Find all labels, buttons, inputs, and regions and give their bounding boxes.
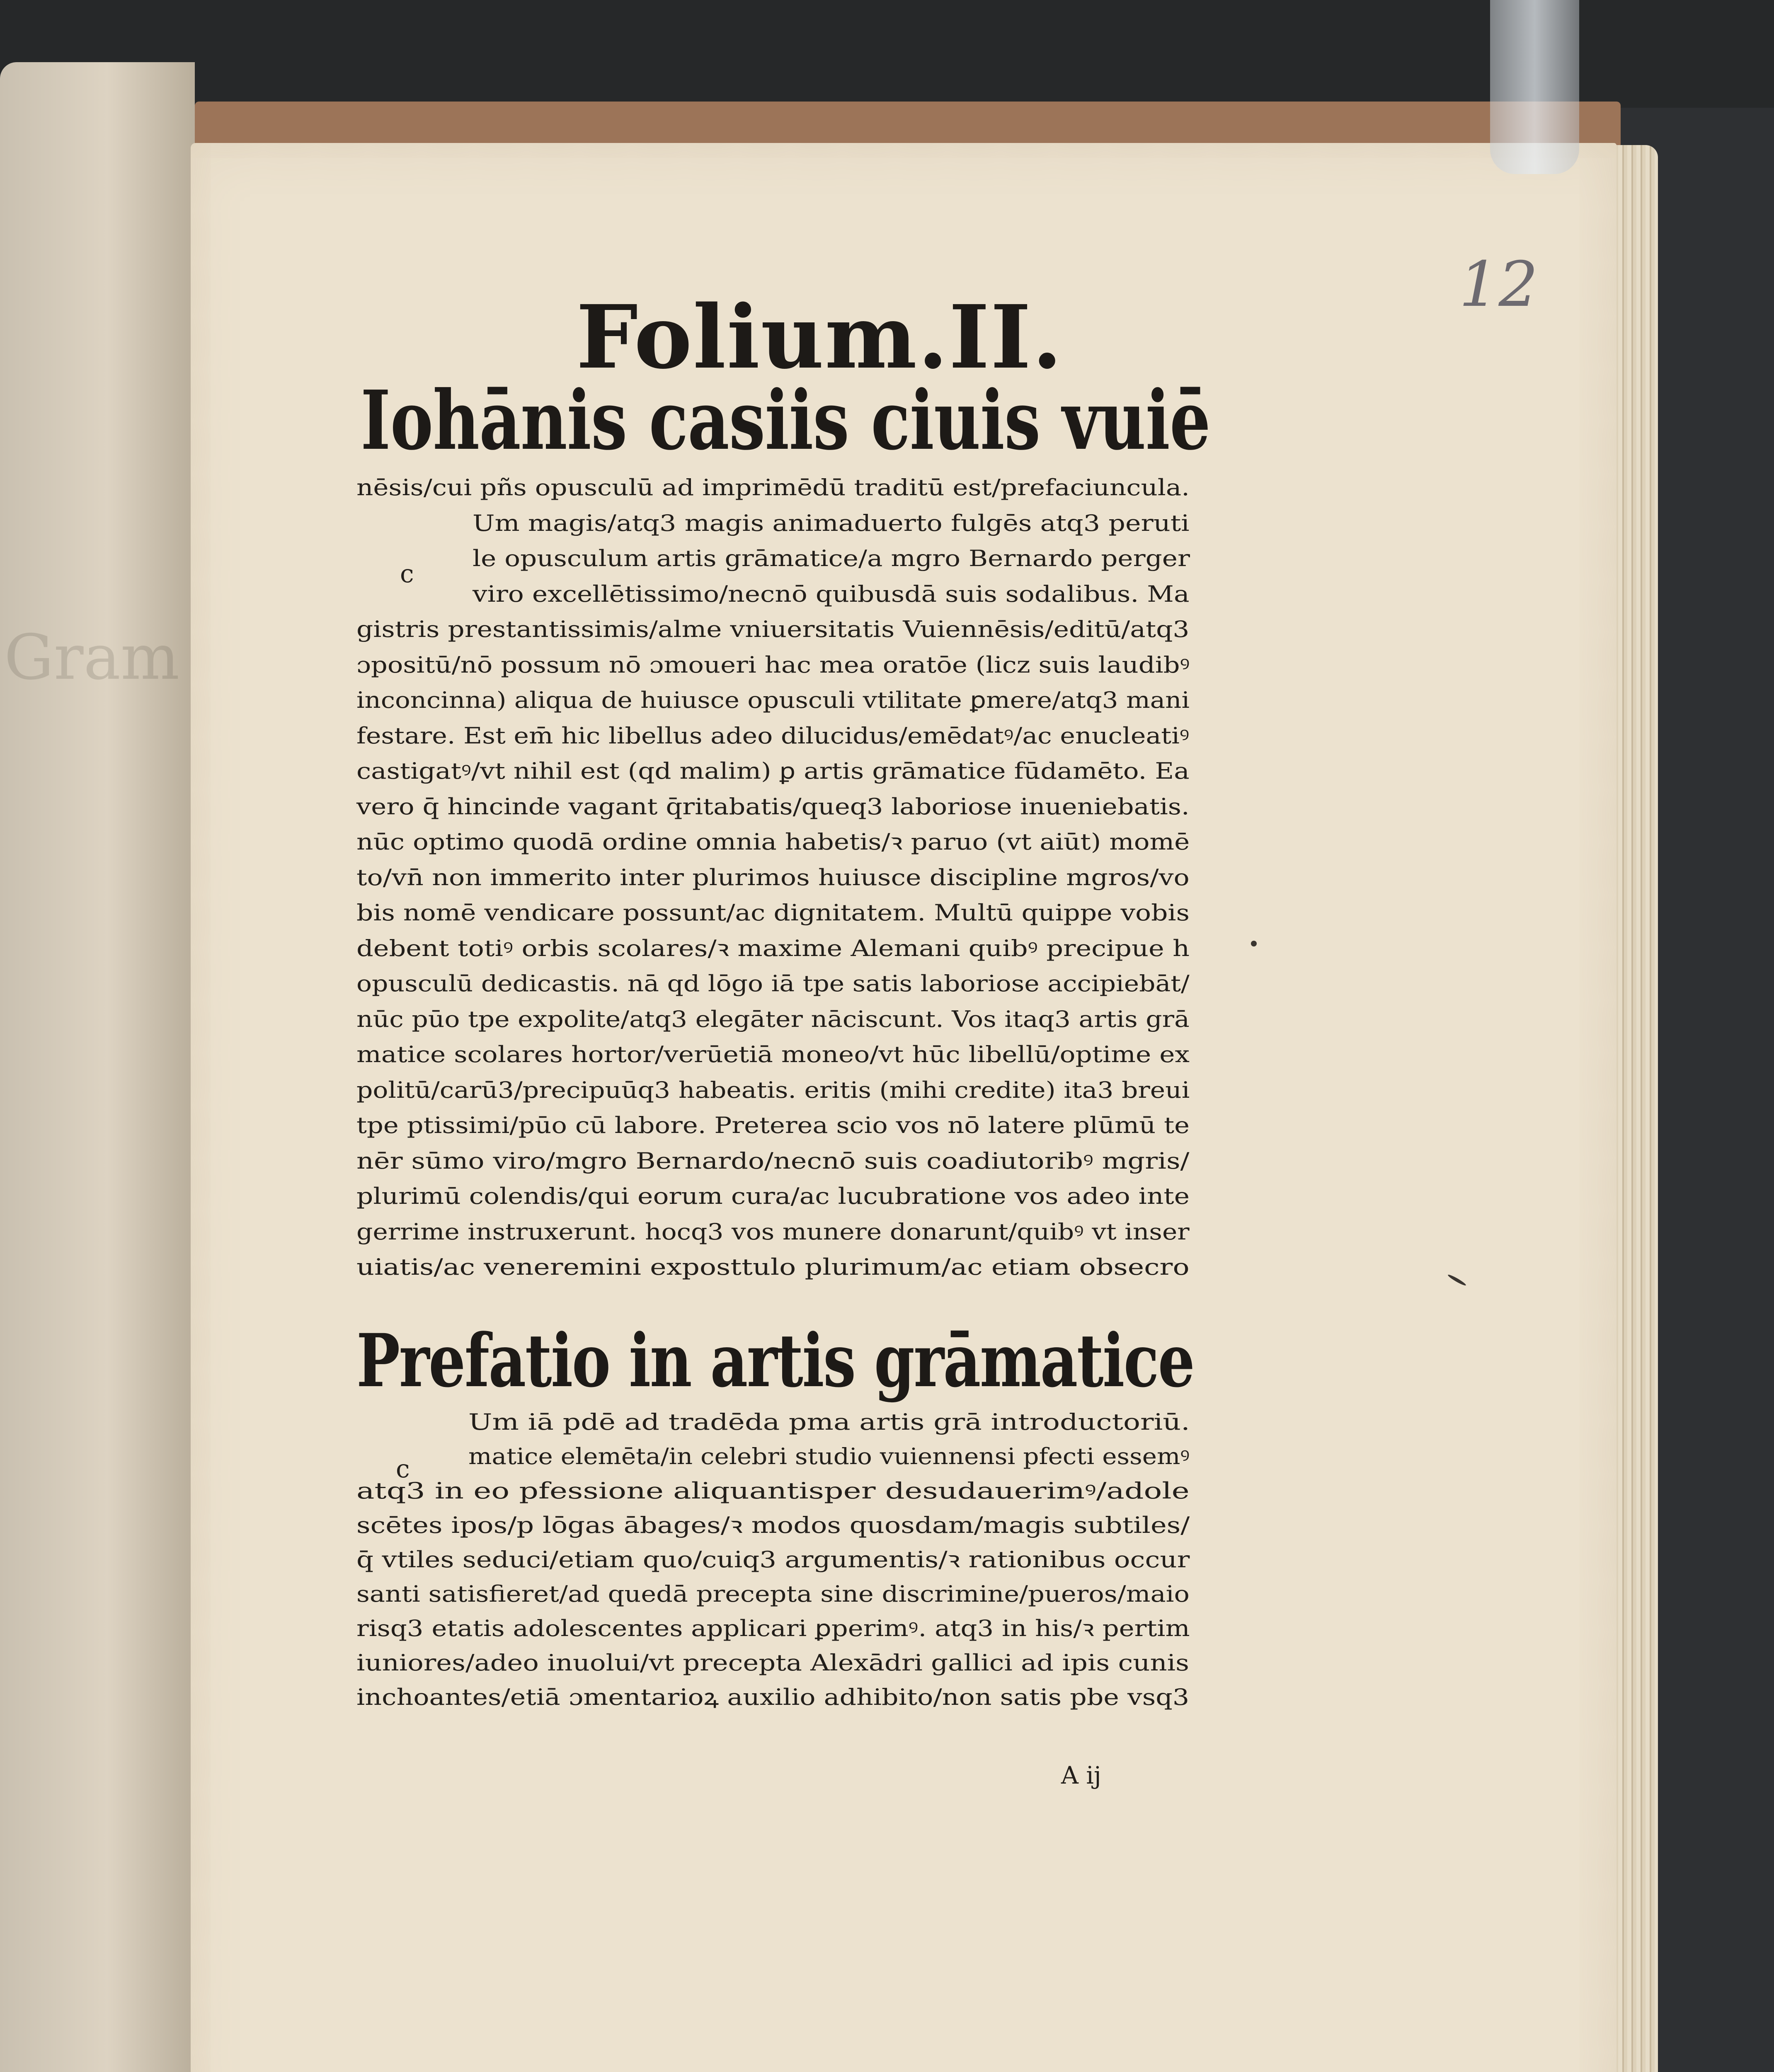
text-line: atq3 in eo pfessione aliquantisper desudauerimꝰ/adole xyxy=(356,1478,1190,1504)
section-heading: Prefatio in artis grāmatice xyxy=(356,1318,1194,1404)
handwritten-folio-number: 12 xyxy=(1459,249,1538,321)
text-line: ɔpositū/nō possum nō ɔmoueri hac mea oratōe (licz suis laudibꝰ xyxy=(356,651,1190,678)
text-line: santi satisfieret/ad quedā precepta sine discrimine/pueros/maio xyxy=(356,1581,1190,1607)
text-line: le opusculum artis grāmatice/a mgro Bernardo perger xyxy=(473,545,1190,571)
text-line: debent totiꝰ orbis scolares/ꝛ maxime Alemani quibꝰ precipue h xyxy=(356,935,1190,961)
text-line: nūc optimo quodā ordine omnia habetis/ꝛ paruo (vt aiūt) momē xyxy=(356,829,1190,855)
text-line: uiatis/ac veneremini exposttulo plurimum/ac etiam obsecro xyxy=(356,1254,1190,1280)
text-line: vero q̄ hincinde vagant q̄ritabatis/queq3 laboriose inueniebatis. xyxy=(356,793,1190,820)
text-line: gerrime instruxerunt. hocq3 vos munere donarunt/quibꝰ vt inser xyxy=(356,1218,1190,1245)
signature-mark: A ij xyxy=(1061,1761,1101,1789)
text-line: q̄ vtiles seduci/etiam quo/cuiq3 argumentis/ꝛ rationibus occur xyxy=(356,1547,1190,1573)
text-line: nūc pūo tpe expolite/atq3 elegāter nāciscunt. Vos itaq3 artis grā xyxy=(356,1006,1190,1032)
folio-heading: Folium.II. xyxy=(576,286,1063,388)
text-line: inconcinna) aliqua de huiusce opusculi vtilitate ꝑmere/atq3 mani xyxy=(356,687,1190,713)
text-line: bis nomē vendicare possunt/ac dignitatem. Multū quippe vobis xyxy=(356,900,1190,926)
text-line: risq3 etatis adolescentes applicari ꝑperimꝰ. atq3 in his/ꝛ pertim xyxy=(356,1615,1190,1641)
book-clip-top xyxy=(1490,0,1579,174)
text-line: tpe ptissimi/pūo cū labore. Preterea scio vos nō latere plūmū te xyxy=(356,1112,1190,1138)
facing-page-left xyxy=(0,62,195,2072)
text-line: politū/carū3/precipuūq3 habeatis. eritis (mihi credite) ita3 breui xyxy=(356,1077,1190,1103)
text-line: matice scolares hortor/verūetiā moneo/vt hūc libellū/optime ex xyxy=(356,1041,1190,1067)
preface-title: Iohānis casiis ciuis vuiē xyxy=(361,373,1210,468)
text-line: plurimū colendis/qui eorum cura/ac lucubratione vos adeo inte xyxy=(356,1183,1190,1209)
text-line: scētes ipos/p lōgas ābages/ꝛ modos quosdam/magis subtiles/ xyxy=(356,1512,1190,1538)
preface-initial-guide-letter: c xyxy=(400,559,414,588)
text-line: Um magis/atq3 magis animaduerto fulgēs atq3 peruti xyxy=(473,510,1190,536)
text-line: nēsis/cui pñs opusculū ad imprimēdū traditū est/prefaciuncula. xyxy=(356,474,1190,501)
text-line: gistris prestantissimis/alme vniuersitatis Vuiennēsis/editū/atq3 xyxy=(356,616,1190,642)
text-line: opusculū dedicastis. nā qd lōgo iā tpe satis laboriose accipiebāt/ xyxy=(356,971,1190,997)
text-line: to/vn̄ non immerito inter plurimos huiusce discipline mgros/vo xyxy=(356,864,1190,891)
text-line: viro excellētissimo/necnō quibusdā suis sodalibus. Ma xyxy=(473,581,1190,607)
text-line: festare. Est em̄ hic libellus adeo dilucidus/emēdatꝰ/ac enucleatiꝰ xyxy=(356,722,1190,749)
introduction-initial-guide-letter: c xyxy=(396,1455,410,1484)
ink-speck xyxy=(1251,941,1257,946)
bleed-through-text: Gram xyxy=(4,622,180,694)
text-line: castigatꝰ/vt nihil est (qd malim) ꝑ artis grāmatice fūdamēto. Ea xyxy=(356,758,1190,784)
text-line: iuniores/adeo inuolui/vt precepta Alexādri gallici ad ipis cunis xyxy=(356,1650,1189,1676)
text-line: Um iā pdē ad tradēda pma artis grā introductoriū. xyxy=(468,1409,1190,1435)
text-line: nēr sūmo viro/mgro Bernardo/necnō suis coadiutoribꝰ mgris/ xyxy=(356,1147,1190,1174)
text-line: inchoantes/etiā ɔmentarioꝝ auxilio adhibito/non satis pbe vsq3 xyxy=(356,1684,1190,1710)
text-line: matice elemēta/in celebri studio vuiennensi pfecti essemꝰ xyxy=(468,1443,1190,1469)
